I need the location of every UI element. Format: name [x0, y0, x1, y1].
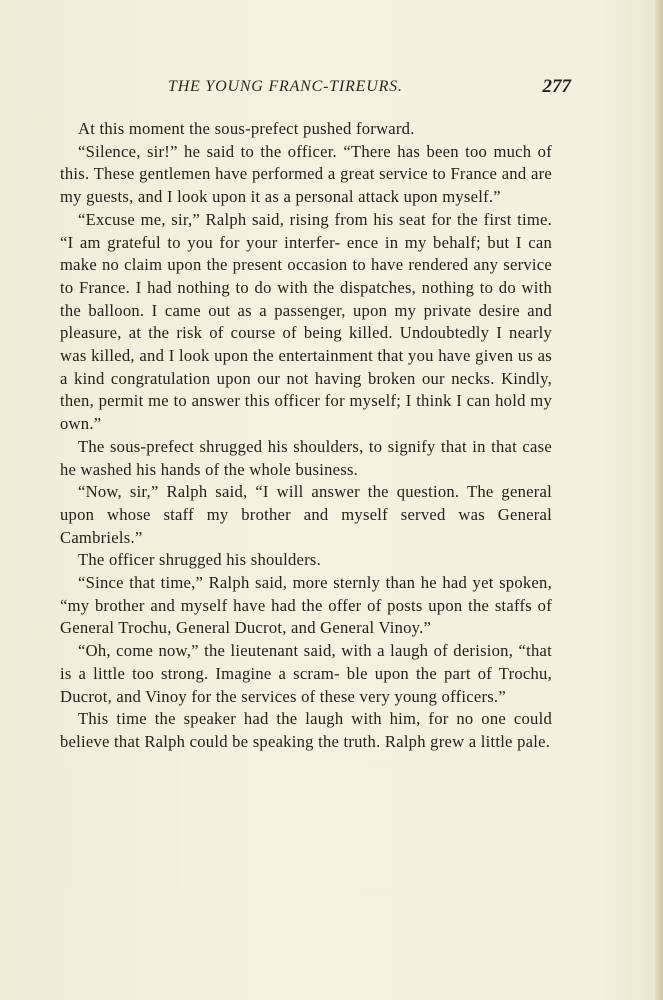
paragraph: “Silence, sir!” he said to the officer. “There has been too much of this. These gentlemen have performed a great service to France and are my guests, and I look upon it as a personal attack upon myself.”: [60, 141, 552, 207]
page-number: 277: [542, 76, 571, 97]
page-edge: [655, 0, 663, 1000]
page-header: [60, 76, 575, 102]
body-text: [60, 118, 552, 754]
running-head: THE YOUNG FRANC-TIREURS.: [168, 78, 403, 95]
paragraph: “Now, sir,” Ralph said, “I will answer the question. The general upon whose staff my brother and myself served was General Cambriels.”: [60, 482, 552, 547]
paragraph: The sous-prefect shrugged his shoulders, to signify that in that case he washed his hands of the whole business.: [60, 436, 552, 479]
paragraph: “Excuse me, sir,” Ralph said, rising from his seat for the first time. “I am grateful to you for your interfer- ence in my behalf; but I can make no claim upon the present occasion to have rendered any service to France. I had nothing to do with the dispatches, nothing to do with the balloon. I came out as a passenger, upon my private desire and pleasure, at the risk of course of being killed. Undoubtedly I nearly was killed, and I look upon the entertainment that you have given us as a kind congratulation upon our not having broken our necks. Kindly, then, permit me to answer this officer for myself; I think I can hold my own.”: [60, 209, 552, 434]
paragraph: At this moment the sous-prefect pushed forward.: [78, 119, 415, 138]
paragraph: “Oh, come now,” the lieutenant said, with a laugh of derision, “that is a little too strong. Imagine a scram- ble upon the part of Trochu, Ducrot, and Vinoy for the services of these very young officers.”: [60, 641, 552, 706]
paragraph: This time the speaker had the laugh with him, for no one could believe that Ralph could be speaking the truth. Ralph grew a little pale.: [60, 709, 552, 751]
paragraph: “Since that time,” Ralph said, more sternly than he had yet spoken, “my brother and myself have had the offer of posts upon the staffs of General Trochu, General Ducrot, and General Vinoy.”: [60, 573, 552, 638]
paragraph: The officer shrugged his shoulders.: [78, 550, 322, 570]
